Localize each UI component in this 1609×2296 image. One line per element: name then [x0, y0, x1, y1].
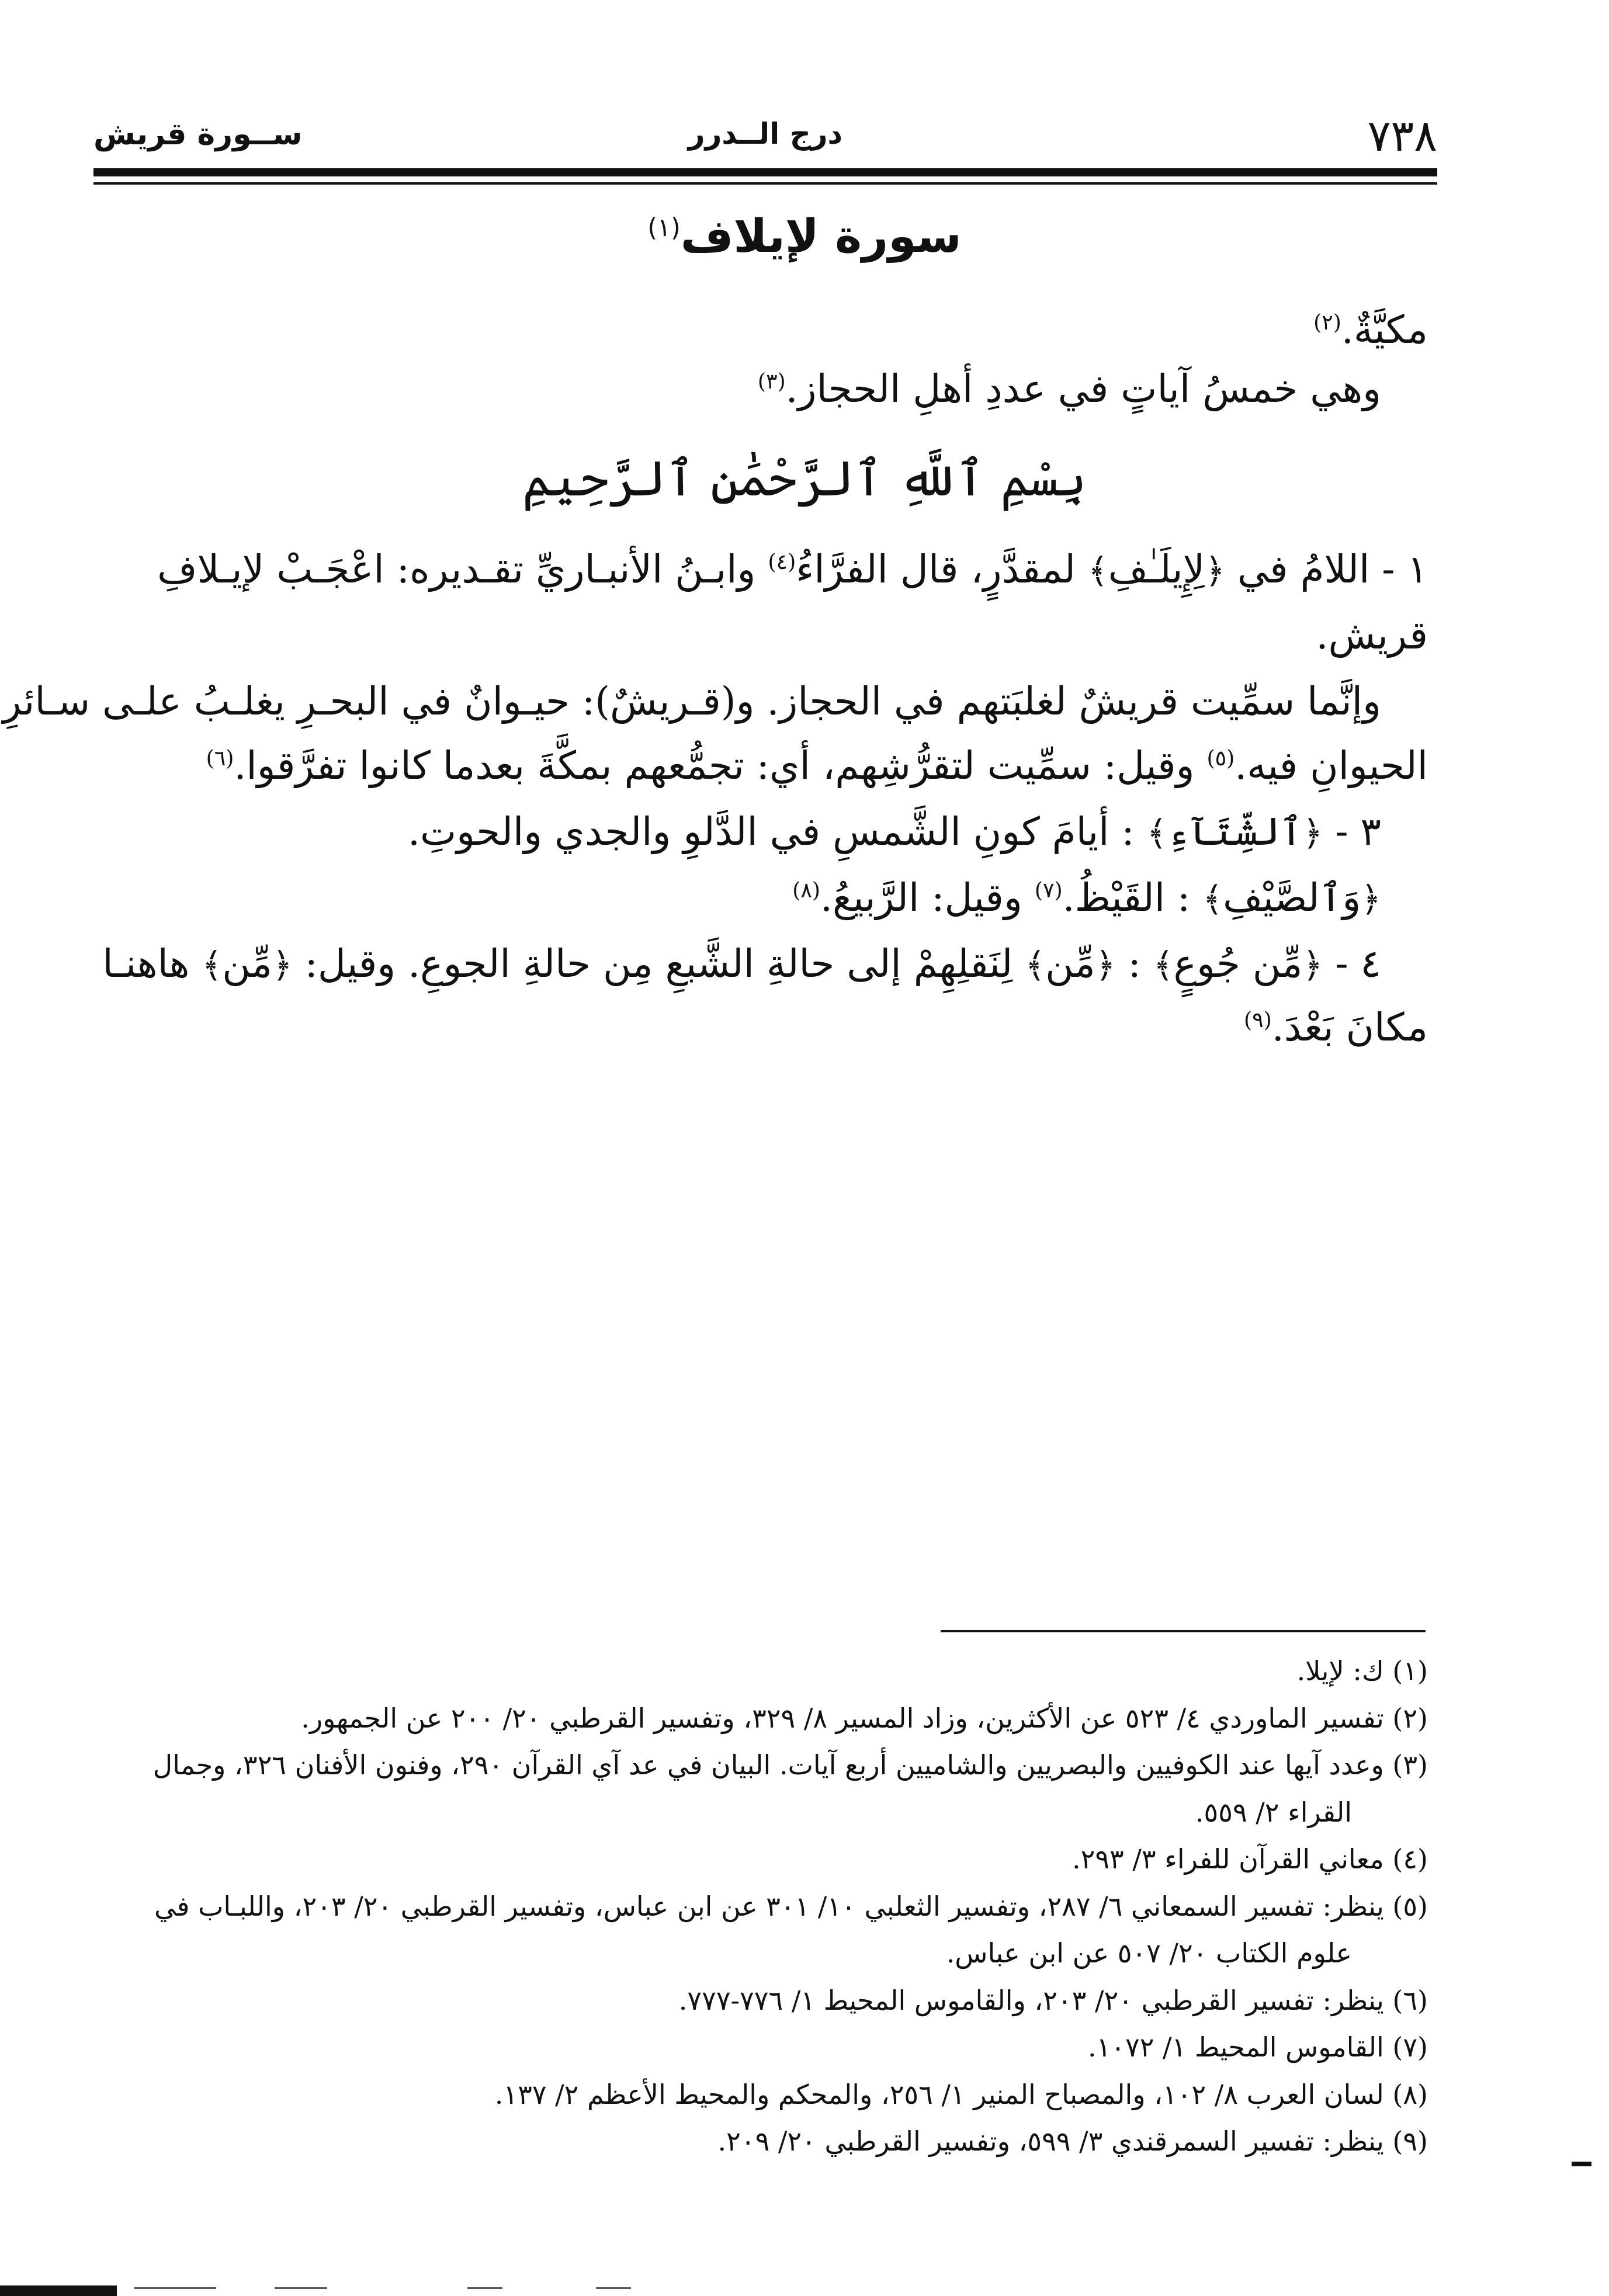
- basmala: بِسْمِ ٱللَّهِ ٱلرَّحْمَٰنِ ٱلرَّحِيمِ: [522, 450, 1087, 507]
- intro-verse-count: [183, 366, 1428, 412]
- commentary: [2, 546, 1428, 1051]
- footnote-continuation: علوم الكتاب ٢٠/ ٥٠٧ عن ابن عباس.: [946, 1937, 1352, 1969]
- scan-bottom-dash: [596, 2287, 631, 2289]
- footnote-ref: (٩): [1243, 1007, 1272, 1033]
- commentary-text: : أيامَ كونِ الشَّمسِ في الدَّلوِ والجدي والحوتِ.: [408, 809, 1135, 854]
- footnotes: [152, 1648, 1428, 2165]
- footnote-ref: (٦): [206, 745, 234, 771]
- footnote: (٥) ينظر: تفسير السمعاني ٦/ ٢٨٧، وتفسير الثعلبي ١٠/ ٣٠١ عن ابن عباس، وتفسير القرطبي ٢٠/ ٢٠٣، واللبـاب في: [154, 1890, 1428, 1922]
- footnote-ref: (٢): [1313, 310, 1341, 335]
- footnote: (٦) ينظر: تفسير القرطبي ٢٠/ ٢٠٣، والقاموس المحيط ١/ ٧٧٦-٧٧٧.: [678, 1984, 1428, 2016]
- commentary-line: [157, 546, 1428, 592]
- scan-bottom-dash: [134, 2287, 216, 2289]
- quran-bracket-close: ﴾: [1153, 945, 1174, 986]
- quran-bracket-open: ﴿: [1095, 945, 1116, 986]
- footnote: (٢) تفسير الماوردي ٤/ ٥٢٣ عن الأكثرين، وزاد المسير ٨/ ٣٢٩، وتفسير القرطبي ٢٠/ ٢٠٠ عن الجمهور.: [301, 1702, 1428, 1734]
- header-rule-thick: [93, 168, 1437, 176]
- scan-bottom-dash: [467, 2287, 502, 2289]
- footnote-ref: (٥): [1206, 745, 1235, 771]
- footnote-ref: (١): [647, 213, 681, 242]
- commentary-line: [183, 612, 1428, 658]
- commentary-number: ٣ -: [1335, 809, 1381, 854]
- commentary-text: هاهنـا: [102, 941, 190, 987]
- commentary-text: لِنَقلِهِمْ إلى حالةِ الشَّبعِ مِن حالةِ الجوعِ. وقيل:: [304, 941, 1013, 987]
- intro-verse-count-text: وهي خمسُ آياتٍ في عددِ أهلِ الحجاز.: [785, 366, 1381, 412]
- footnote: (٨) لسان العرب ٨/ ١٠٢، والمصباح المنير ١/ ٢٥٦، والمحكم والمحيط الأعظم ٢/ ١٣٧.: [494, 2078, 1428, 2110]
- quran-bracket-close: ﴾: [1202, 879, 1223, 920]
- quran-quote: مِّن جُوعٍ: [1173, 941, 1303, 987]
- running-header: [93, 111, 1437, 164]
- header-rule-thin: [93, 182, 1437, 185]
- commentary-line: [183, 809, 1428, 855]
- commentary-text: الحيوانِ فيه.: [1235, 743, 1428, 788]
- footnote-ref: (٨): [792, 877, 821, 903]
- commentary-text: مكانَ بَعْدَ.: [1271, 1005, 1428, 1050]
- quran-bracket-close: ﴾: [1025, 945, 1046, 986]
- footnote: (١) ك: لإيلا.: [1296, 1655, 1428, 1687]
- quran-bracket-open: ﴿: [1302, 813, 1323, 854]
- quran-bracket-close: ﴾: [1087, 551, 1108, 591]
- scan-bottom-mark: [0, 2285, 117, 2296]
- quran-bracket-open: ﴿: [272, 945, 293, 986]
- commentary-text: لمقدَّرٍ، قال الفرَّاءُ: [796, 547, 1076, 592]
- footnote-continuation: القراء ٢/ ٥٥٩.: [1195, 1796, 1352, 1828]
- intro-block: [183, 307, 1428, 412]
- book-title: درج الــدرر: [688, 117, 843, 151]
- footnote-ref: (٧): [1034, 877, 1063, 903]
- commentary-text: وقيل: الرَّبيعُ.: [820, 875, 1022, 920]
- commentary-text: :: [1128, 941, 1141, 987]
- quran-bracket-open: ﴿: [1205, 551, 1226, 591]
- footnote-separator: [941, 1630, 1426, 1632]
- commentary-line: [183, 743, 1428, 789]
- footnote: (٧) القاموس المحيط ١/ ١٠٧٢.: [1087, 2031, 1428, 2063]
- quran-quote: مِّن: [222, 941, 272, 987]
- page-number: ٧٣٨: [1367, 111, 1437, 161]
- quran-quote: لِإِيلَـٰفِ: [1108, 547, 1205, 592]
- commentary-line: [183, 1004, 1428, 1050]
- commentary-text: قريش.: [1316, 613, 1428, 658]
- quran-bracket-close: ﴾: [202, 945, 223, 986]
- intro-makkiyya: [183, 307, 1428, 353]
- scan-edge-mark: [1572, 2162, 1591, 2166]
- footnote-ref: (٣): [757, 369, 786, 394]
- quran-quote: وَٱلصَّيْفِ: [1223, 875, 1361, 920]
- surah-title-text: سورة لإيلاف: [680, 210, 962, 263]
- commentary-text: وابـنُ الأنبـاريِّ تقـديره: اعْجَـبْ لإيـلافِ: [157, 547, 756, 592]
- footnote: (٩) ينظر: تفسير السمرقندي ٣/ ٥٩٩، وتفسير القرطبي ٢٠/ ٢٠٩.: [717, 2125, 1428, 2157]
- footnote-ref: (٤): [768, 549, 796, 574]
- quran-bracket-close: ﴾: [1146, 813, 1167, 854]
- quran-quote: مِّن: [1045, 941, 1095, 987]
- commentary-text: وإنَّما سمِّيت قريشٌ لغلبَتهم في الحجاز. و(قـريشٌ): حيـوانٌ في البحـرِ يغلـبُ علـى سـائرِ: [2, 679, 1381, 724]
- commentary-line: [102, 941, 1428, 987]
- quran-bracket-open: ﴿: [1302, 945, 1323, 986]
- footnote: (٤) معاني القرآن للفراء ٣/ ٢٩٣.: [1071, 1843, 1428, 1875]
- quran-bracket-open: ﴿: [1361, 879, 1381, 920]
- commentary-text: : القَيْظُ.: [1062, 875, 1191, 920]
- footnote: (٣) وعدد آيها عند الكوفيين والبصريين والشاميين أربع آيات. البيان في عد آي القرآن ٢٩٠، وفنون الأفنان ٣٢٦، وجمال: [152, 1749, 1428, 1781]
- surah-title: [0, 210, 1609, 263]
- commentary-number: ٤ -: [1335, 941, 1381, 987]
- commentary-line: [183, 875, 1428, 921]
- commentary-text: ١ - اللامُ في: [1237, 547, 1428, 592]
- scan-bottom-dash: [275, 2287, 327, 2289]
- surah-name-header: ســورة قريش: [93, 117, 303, 152]
- commentary-text: وقيل: سمِّيت لتقرُّشِهم، أي: تجمُّعهم بمكَّةَ بعدما كانوا تفرَّقوا.: [234, 743, 1195, 788]
- intro-makkiyya-text: مكيَّةٌ.: [1341, 307, 1428, 352]
- commentary-line: [2, 678, 1428, 724]
- quran-quote: ٱلشِّتَآءِ: [1167, 809, 1303, 854]
